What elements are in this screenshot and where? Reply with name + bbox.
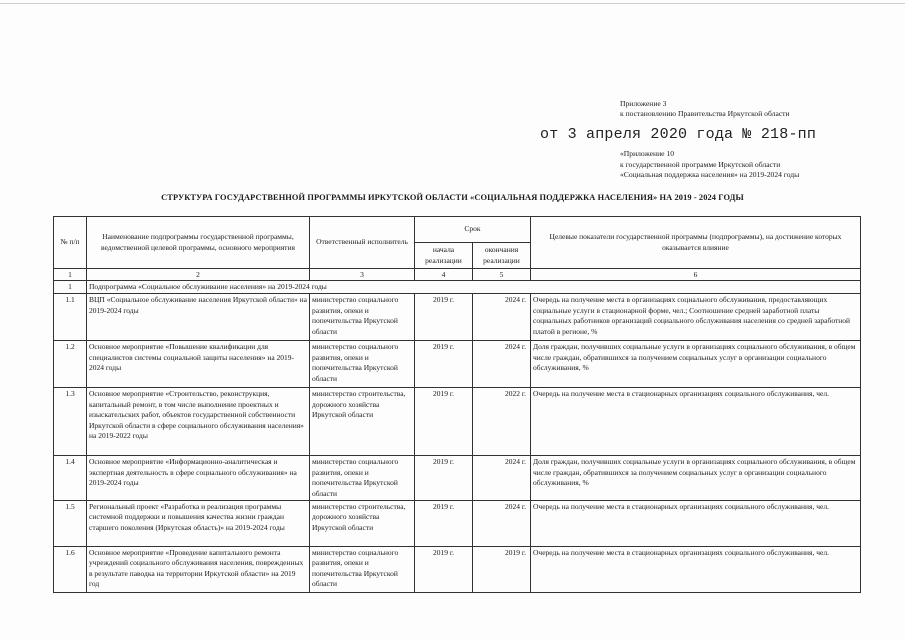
- row-num: 1.1: [54, 294, 87, 341]
- col-number: 5: [473, 269, 531, 281]
- table-row: [54, 456, 861, 501]
- appendix-line-3: «Приложение 10: [620, 149, 675, 159]
- row-executor: министерство строительства, дорожного хозяйства Иркутской области: [310, 388, 415, 456]
- row-start: 2019 г.: [415, 388, 473, 456]
- header-term: Срок: [415, 217, 531, 243]
- subprogram-num: 1: [54, 281, 87, 294]
- row-end: 2024 г.: [473, 294, 531, 341]
- row-start: 2019 г.: [415, 294, 473, 341]
- appendix-line-5: «Социальная поддержка населения» на 2019-2024 годы: [620, 169, 800, 179]
- row-num: 1.3: [54, 388, 87, 456]
- header-indicators: Целевые показатели государственной программы (подпрограммы), на достижение которых оказывается влияние: [531, 217, 861, 269]
- row-start: 2019 г.: [415, 341, 473, 388]
- table-row: [54, 547, 861, 593]
- row-name: Основное мероприятие «Информационно-аналитическая и экспертная деятельность в сфере социального обслуживания» на 2019-2024 годы: [87, 456, 310, 501]
- subprogram-row: [54, 281, 861, 294]
- row-indicators: Очередь на получение места в стационарных организациях социального обслуживания, чел.: [531, 501, 861, 547]
- appendix-header: [540, 99, 817, 180]
- row-end: 2022 г.: [473, 388, 531, 456]
- row-name: ВЦП «Социальное обслуживание населения Иркутской области» на 2019-2024 годы: [87, 294, 310, 341]
- row-name: Региональный проект «Разработка и реализация программы системной поддержки и повышения качества жизни граждан старшего поколения (Иркутская область)» на 2019-2024 годы: [87, 501, 310, 547]
- col-number: 1: [54, 269, 87, 281]
- resolution-date-stamp: от 3 апреля 2020 года № 218-пп: [540, 126, 817, 144]
- row-num: 1.5: [54, 501, 87, 547]
- table-header-row: [54, 217, 861, 243]
- row-indicators: Доля граждан, получивших социальные услуги в организациях социального обслуживания, в общем числе граждан, обратившихся за получением социальных услуг в организации социального обслуживания, %: [531, 456, 861, 501]
- row-start: 2019 г.: [415, 547, 473, 593]
- col-number: 6: [531, 269, 861, 281]
- header-end: окончания реализации: [473, 243, 531, 269]
- row-indicators: Доля граждан, получивших социальные услуги в организациях социального обслуживания, в общем числе граждан, обратившихся за получением социальных услуг в организации социального обслуживания, %: [531, 341, 861, 388]
- row-executor: министерство строительства, дорожного хозяйства Иркутской области: [310, 501, 415, 547]
- table-row: [54, 294, 861, 341]
- col-number: 3: [310, 269, 415, 281]
- header-start: начала реализации: [415, 243, 473, 269]
- row-num: 1.2: [54, 341, 87, 388]
- row-executor: министерство социального развития, опеки и попечительства Иркутской области: [310, 341, 415, 388]
- row-num: 1.4: [54, 456, 87, 501]
- row-indicators: Очередь на получение места в организациях социального обслуживания, предоставляющих социальные услуги в стационарной форме, чел.; Соотношение средней заработной платы социальных работников организаций социального обслуживания населения со средней заработной платой в регионе, %: [531, 294, 861, 341]
- row-num: 1.6: [54, 547, 87, 593]
- row-executor: министерство социального развития, опеки и попечительства Иркутской области: [310, 547, 415, 593]
- row-start: 2019 г.: [415, 501, 473, 547]
- table-row: [54, 341, 861, 388]
- col-number: 4: [415, 269, 473, 281]
- col-number: 2: [87, 269, 310, 281]
- program-structure-table: [53, 216, 861, 593]
- table-row: [54, 388, 861, 456]
- subprogram-title: Подпрограмма «Социальное обслуживание населения» на 2019-2024 годы: [87, 281, 861, 294]
- scan-edge-line: [0, 3, 905, 4]
- appendix-line-1: Приложение 3: [620, 99, 667, 108]
- header-num: № п/п: [54, 217, 87, 269]
- row-end: 2024 г.: [473, 341, 531, 388]
- row-name: Основное мероприятие «Проведение капитального ремонта учреждений социального обслуживания населения, поврежденных в результате паводка на территории Иркутской области» на 2019 год: [87, 547, 310, 593]
- row-name: Основное мероприятие «Строительство, реконструкция, капитальный ремонт, в том числе выполнение проектных и изыскательских работ, объектов государственной собственности Иркутской области в сфере социального обслуживания населения» на 2019-2022 годы: [87, 388, 310, 456]
- header-name: Наименование подпрограммы государственной программы, ведомственной целевой программы, основного мероприятия: [87, 217, 310, 269]
- row-end: 2019 г.: [473, 547, 531, 593]
- row-executor: министерство социального развития, опеки и попечительства Иркутской области: [310, 294, 415, 341]
- row-end: 2024 г.: [473, 501, 531, 547]
- table-row: [54, 501, 861, 547]
- document-title: СТРУКТУРА ГОСУДАРСТВЕННОЙ ПРОГРАММЫ ИРКУТСКОЙ ОБЛАСТИ «СОЦИАЛЬНАЯ ПОДДЕРЖКА НАСЕЛЕНИЯ» НА 2019 - 2024 ГОДЫ: [161, 193, 744, 202]
- appendix-line-2: к постановлению Правительства Иркутской области: [620, 109, 790, 119]
- header-executor: Ответственный исполнитель: [310, 217, 415, 269]
- row-indicators: Очередь на получение места в стационарных организациях социального обслуживания, чел.: [531, 547, 861, 593]
- row-indicators: Очередь на получение места в стационарных организациях социального обслуживания, чел.: [531, 388, 861, 456]
- row-executor: министерство социального развития, опеки и попечительства Иркутской области: [310, 456, 415, 501]
- row-start: 2019 г.: [415, 456, 473, 501]
- row-name: Основное мероприятие «Повышение квалификации для специалистов системы социальной защиты населения» на 2019-2024 годы: [87, 341, 310, 388]
- row-end: 2024 г.: [473, 456, 531, 501]
- column-number-row: [54, 269, 861, 281]
- appendix-line-4: к государственной программе Иркутской области: [620, 159, 781, 169]
